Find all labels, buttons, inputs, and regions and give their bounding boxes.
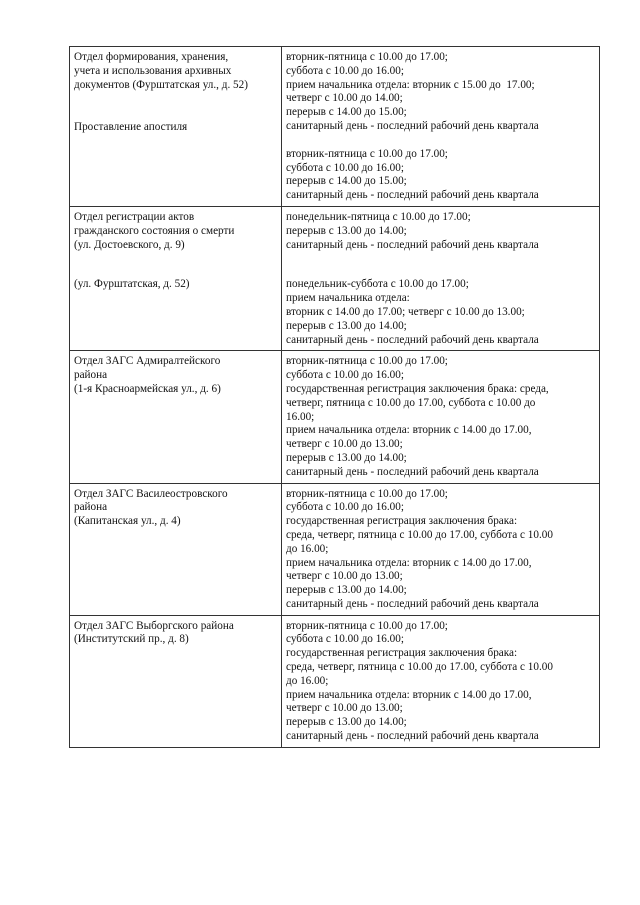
hours-text-line: санитарный день - последний рабочий день квартала	[286, 119, 539, 132]
office-block	[74, 278, 277, 292]
hours-text-line: суббота с 10.00 до 16.00;	[286, 501, 404, 514]
hours-text-line: санитарный день - последний рабочий день квартала	[286, 189, 539, 202]
hours-text-line: перерыв с 13.00 до 14.00;	[286, 319, 407, 332]
office-text-line: района	[74, 501, 108, 514]
hours-text-line: государственная регистрация заключения брака:	[286, 515, 518, 528]
hours-text-line: вторник с 14.00 до 17.00; четверг с 10.00 до 13.00;	[286, 305, 525, 318]
hours-block	[286, 355, 595, 479]
hours-text-line: понедельник-суббота с 10.00 до 17.00;	[286, 278, 469, 291]
office-text-line: Отдел ЗАГС Адмиралтейского	[74, 355, 221, 368]
office-text-line: (Институтский пр., д. 8)	[74, 633, 189, 646]
office-cell	[70, 615, 282, 747]
hours-text-line: четверг с 10.00 до 13.00;	[286, 438, 403, 451]
hours-text-line: санитарный день - последний рабочий день квартала	[286, 597, 539, 610]
hours-block	[286, 278, 595, 347]
table-row	[70, 351, 600, 483]
office-text-line: Отдел ЗАГС Выборгского района	[74, 619, 234, 632]
office-text-line: Проставление апостиля	[74, 121, 188, 134]
hours-text-line: санитарный день - последний рабочий день квартала	[286, 238, 539, 251]
office-block	[74, 51, 277, 92]
office-text-line: Отдел формирования, хранения,	[74, 51, 229, 63]
hours-text-line: прием начальника отдела: вторник с 14.00 до 17.00,	[286, 556, 532, 569]
hours-text-line: вторник-пятница с 10.00 до 17.00;	[286, 147, 448, 160]
hours-text-line: четверг с 10.00 до 13.00;	[286, 570, 403, 583]
office-text-line: Отдел регистрации актов	[74, 210, 195, 223]
office-text-line: документов (Фурштатская ул., д. 52)	[74, 78, 248, 91]
office-block	[74, 620, 277, 648]
hours-text-line: четверг с 10.00 до 13.00;	[286, 702, 403, 715]
office-text-line: учета и использования архивных	[74, 64, 232, 77]
office-cell	[70, 351, 282, 483]
hours-text-line: суббота с 10.00 до 16.00;	[286, 369, 404, 382]
hours-text-line: суббота с 10.00 до 16.00;	[286, 633, 404, 646]
hours-text-line: среда, четверг, пятница с 10.00 до 17.00, суббота с 10.00	[286, 661, 553, 674]
spacer	[286, 134, 595, 148]
office-block	[74, 121, 277, 135]
hours-text-line: перерыв с 13.00 до 14.00;	[286, 224, 407, 237]
spacer	[74, 92, 277, 121]
hours-cell	[282, 47, 600, 207]
schedule-table-body	[70, 47, 600, 748]
table-row	[70, 615, 600, 747]
office-cell	[70, 206, 282, 350]
office-cell	[70, 47, 282, 207]
hours-block	[286, 148, 595, 203]
hours-text-line: прием начальника отдела:	[286, 292, 410, 305]
office-text-line: гражданского состояния о смерти	[74, 224, 235, 237]
hours-text-line: перерыв с 13.00 до 14.00;	[286, 716, 407, 729]
hours-text-line: до 16.00;	[286, 674, 329, 687]
table-row	[70, 483, 600, 615]
hours-text-line: санитарный день - последний рабочий день квартала	[286, 730, 539, 743]
table-row	[70, 47, 600, 207]
spacer	[286, 252, 595, 278]
office-text-line: (ул. Достоевского, д. 9)	[74, 238, 185, 251]
hours-block	[286, 51, 595, 134]
office-block	[74, 211, 277, 252]
office-cell	[70, 483, 282, 615]
spacer	[74, 252, 277, 278]
hours-text-line: санитарный день - последний рабочий день квартала	[286, 465, 539, 478]
hours-text-line: понедельник-пятница с 10.00 до 17.00;	[286, 210, 471, 223]
hours-cell	[282, 615, 600, 747]
office-text-line: Отдел ЗАГС Василеостровского	[74, 487, 228, 500]
hours-text-line: суббота с 10.00 до 16.00;	[286, 64, 404, 77]
hours-text-line: вторник-пятница с 10.00 до 17.00;	[286, 487, 448, 500]
hours-text-line: перерыв с 14.00 до 15.00;	[286, 106, 407, 119]
office-block	[74, 355, 277, 396]
hours-text-line: государственная регистрация заключения брака: среда,	[286, 382, 549, 395]
hours-text-line: прием начальника отдела: вторник с 15.00 до 17.00;	[286, 78, 535, 91]
office-block	[74, 488, 277, 529]
table-row	[70, 206, 600, 350]
schedule-table	[69, 46, 600, 748]
office-text-line: (Капитанская ул., д. 4)	[74, 515, 181, 528]
hours-text-line: прием начальника отдела: вторник с 14.00 до 17.00,	[286, 688, 532, 701]
hours-cell	[282, 206, 600, 350]
hours-block	[286, 211, 595, 252]
hours-block	[286, 620, 595, 744]
hours-cell	[282, 483, 600, 615]
hours-block	[286, 488, 595, 612]
hours-text-line: перерыв с 13.00 до 14.00;	[286, 451, 407, 464]
hours-text-line: четверг с 10.00 до 14.00;	[286, 92, 403, 105]
hours-text-line: перерыв с 13.00 до 14.00;	[286, 584, 407, 597]
hours-text-line: государственная регистрация заключения брака:	[286, 647, 518, 660]
hours-text-line: прием начальника отдела: вторник с 14.00 до 17.00,	[286, 424, 532, 437]
hours-cell	[282, 351, 600, 483]
hours-text-line: четверг, пятница с 10.00 до 17.00, суббота с 10.00 до	[286, 396, 536, 409]
hours-text-line: 16.00;	[286, 410, 315, 423]
office-text-line: (ул. Фурштатская, д. 52)	[74, 278, 190, 291]
hours-text-line: вторник-пятница с 10.00 до 17.00;	[286, 619, 448, 632]
hours-text-line: вторник-пятница с 10.00 до 17.00;	[286, 355, 448, 368]
hours-text-line: суббота с 10.00 до 16.00;	[286, 161, 404, 174]
hours-text-line: вторник-пятница с 10.00 до 17.00;	[286, 51, 448, 63]
hours-text-line: санитарный день - последний рабочий день квартала	[286, 333, 539, 346]
hours-text-line: до 16.00;	[286, 542, 329, 555]
office-text-line: (1-я Красноармейская ул., д. 6)	[74, 382, 221, 395]
hours-text-line: среда, четверг, пятница с 10.00 до 17.00, суббота с 10.00	[286, 528, 553, 541]
office-text-line: района	[74, 369, 108, 382]
hours-text-line: перерыв с 14.00 до 15.00;	[286, 175, 407, 188]
